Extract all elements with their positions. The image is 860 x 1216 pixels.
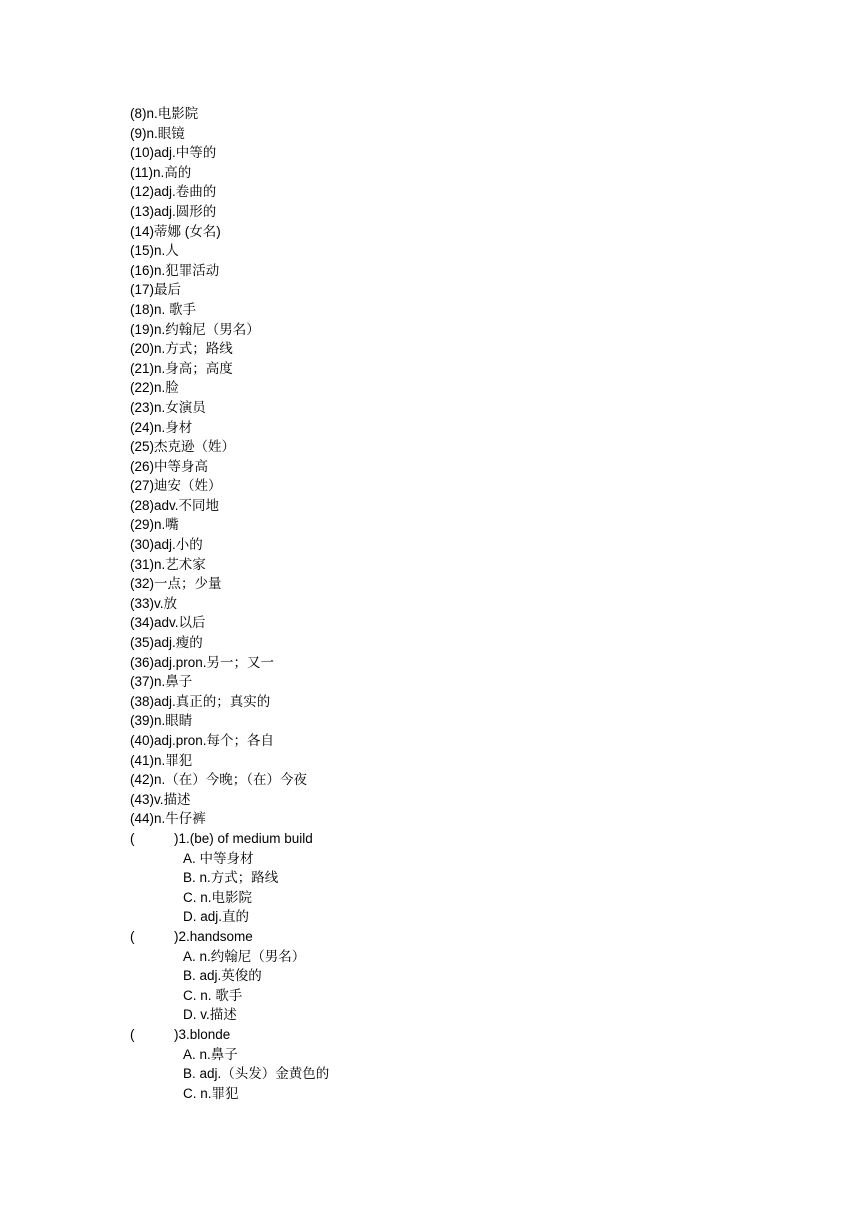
answer-option: D. v.描述 [183, 1007, 237, 1023]
vocab-item: (15)n.人 [130, 243, 179, 259]
vocab-item: (39)n.眼睛 [130, 713, 193, 729]
vocab-item: (21)n.身高；高度 [130, 360, 233, 376]
question-stem [130, 829, 329, 849]
vocab-item: (19)n.约翰尼（男名） [130, 321, 260, 337]
vocab-item: (33)v.放 [130, 595, 178, 611]
vocab-item: (24)n.身材 [130, 419, 193, 435]
vocab-item: (14)蒂娜 (女名) [130, 223, 221, 239]
vocab-item: (17)最后 [130, 282, 182, 298]
vocab-item: (8)n.电影院 [130, 106, 199, 121]
answer-option: B. adj.（头发）金黄色的 [183, 1066, 330, 1082]
vocab-item: (29)n.嘴 [130, 517, 179, 533]
vocab-item: (27)迪安（姓） [130, 478, 222, 494]
answer-option: C. n. 歌手 [183, 987, 243, 1003]
worksheet-content [130, 104, 329, 1103]
vocab-item: (23)n.女演员 [130, 399, 206, 415]
vocab-item: (20)n.方式；路线 [130, 341, 233, 357]
vocab-item: (16)n.犯罪活动 [130, 262, 220, 278]
vocab-item: (13)adj.圆形的 [130, 203, 217, 219]
vocab-item: (12)adj.卷曲的 [130, 184, 217, 200]
vocab-item: (18)n. 歌手 [130, 301, 197, 317]
answer-blank[interactable]: ( [130, 928, 135, 944]
question-text: )2.handsome [174, 928, 253, 944]
answer-option: B. n.方式；路线 [183, 870, 279, 886]
question-stem [130, 927, 329, 947]
vocab-item: (11)n.高的 [130, 164, 192, 180]
vocab-item: (41)n.罪犯 [130, 752, 193, 768]
vocab-item: (9)n.眼镜 [130, 125, 185, 141]
answer-option: D. adj.直的 [183, 909, 250, 925]
answer-option: A. n.鼻子 [183, 1046, 238, 1062]
question-text: )3.blonde [174, 1026, 231, 1042]
vocab-item: (28)adv.不同地 [130, 497, 220, 513]
vocab-item: (37)n.鼻子 [130, 674, 193, 690]
answer-blank[interactable]: ( [130, 830, 135, 846]
answer-option: A. 中等身材 [183, 850, 254, 866]
vocab-item: (26)中等身高 [130, 458, 209, 474]
vocab-item: (22)n.脸 [130, 380, 179, 396]
question-list [130, 829, 329, 1103]
vocab-item: (38)adj.真正的；真实的 [130, 693, 271, 709]
answer-option: C. n.电影院 [183, 889, 253, 905]
vocab-item: (25)杰克逊（姓） [130, 439, 236, 455]
question-text: )1.(be) of medium build [174, 830, 313, 846]
answer-option: C. n.罪犯 [183, 1085, 239, 1101]
vocab-item: (43)v.描述 [130, 791, 191, 807]
vocab-item: (36)adj.pron.另一；又一 [130, 654, 275, 670]
question [130, 927, 329, 1025]
answer-option: B. adj.英俊的 [183, 968, 262, 984]
answer-blank[interactable]: ( [130, 1026, 135, 1042]
vocab-item: (42)n.（在）今晚；（在）今夜 [130, 772, 308, 788]
vocabulary-list [130, 104, 329, 829]
vocab-item: (30)adj.小的 [130, 537, 203, 553]
vocab-item: (35)adj.瘦的 [130, 635, 203, 651]
vocab-item: (34)adv.以后 [130, 615, 206, 631]
vocab-item: (40)adj.pron.每个；各自 [130, 733, 275, 748]
answer-option: A. n.约翰尼（男名） [183, 948, 306, 964]
vocab-item: (44)n.牛仔裤 [130, 811, 206, 827]
vocab-item: (10)adj.中等的 [130, 145, 217, 161]
question [130, 1025, 329, 1103]
vocab-item: (31)n.艺术家 [130, 556, 206, 572]
vocab-item: (32)一点；少量 [130, 576, 222, 592]
question-stem [130, 1025, 329, 1045]
question [130, 829, 329, 927]
